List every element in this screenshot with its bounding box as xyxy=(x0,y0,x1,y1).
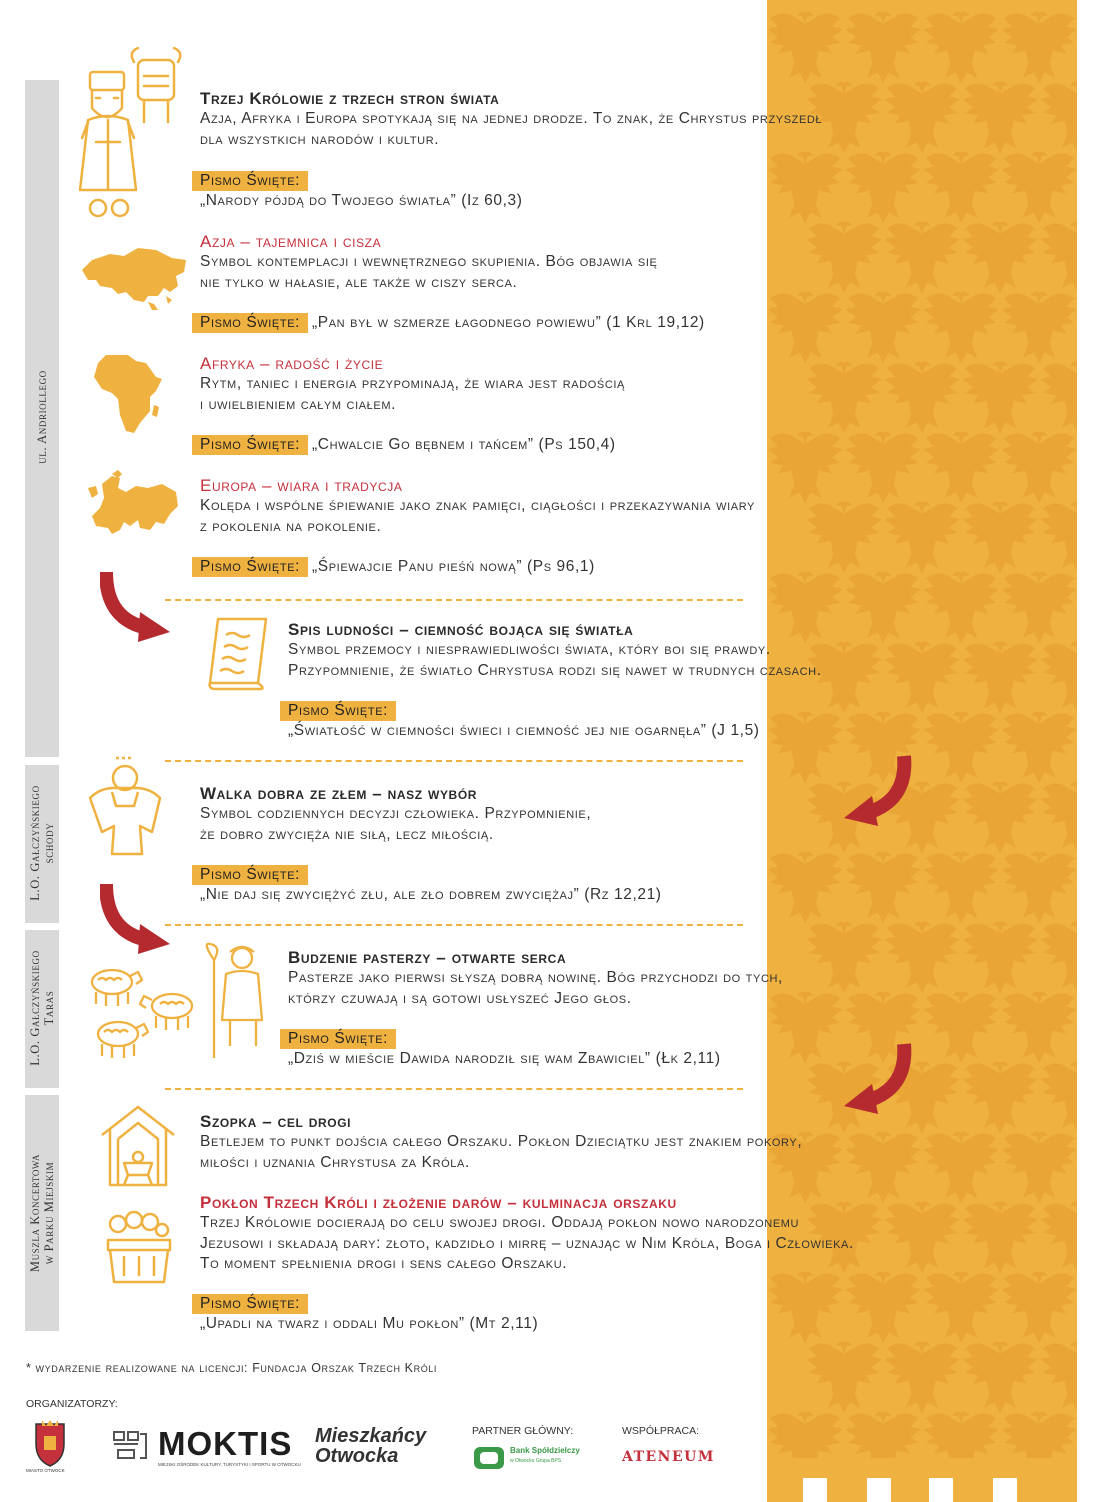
section-text-line: Symbol kontemplacji i wewnętrznego skupienia. Bóg objawia się xyxy=(200,253,658,270)
scripture-quote-block xyxy=(280,701,396,721)
section-title: Europa – wiara i tradycja xyxy=(200,476,403,495)
eagle-motif xyxy=(845,12,921,84)
bank-subname: w Otwocku Grupa BPS xyxy=(510,1458,562,1464)
scripture-label: Pismo Święte: xyxy=(192,435,308,455)
europe-map-icon xyxy=(82,470,182,542)
eagle-motif xyxy=(767,1272,843,1344)
section-text-line: Symbol przemocy i niesprawiedliwości świata, który boi się prawdy. xyxy=(288,641,771,658)
logo-line: Mieszkańcy xyxy=(315,1425,427,1447)
scripture-quote: „Pan był w szmerze łagodnego powiewu” (1 Krl 19,12) xyxy=(312,314,705,331)
scripture-label: Pismo Święte: xyxy=(192,557,308,577)
section-text-line: Przypomnienie, że światło Chrystusa rodzi się nawet w trudnych czasach. xyxy=(288,661,822,679)
eagle-motif xyxy=(884,1202,960,1274)
eagle-motif xyxy=(1040,1062,1077,1134)
eagle-motif xyxy=(884,222,960,294)
eagle-motif xyxy=(1001,572,1077,644)
scripture-quote-block xyxy=(192,1294,308,1314)
red-curved-arrow-icon xyxy=(842,752,914,830)
eagle-motif xyxy=(845,432,921,504)
eagle-motif xyxy=(767,12,843,84)
eagle-motif xyxy=(767,432,843,504)
eagle-motif xyxy=(962,1062,1038,1134)
section-text-line: Azja, Afryka i Europa spotykają się na jednej drodze. To znak, że Chrystus przyszedł xyxy=(200,110,823,127)
eagle-motif xyxy=(1001,152,1077,224)
eagle-motif xyxy=(767,712,843,784)
red-curved-arrow-icon xyxy=(842,1040,914,1118)
route-stage-lo-schody xyxy=(25,765,59,923)
section-shepherds xyxy=(288,947,783,1009)
eagle-motif xyxy=(767,852,843,924)
eagle-motif xyxy=(1001,292,1077,364)
bank-logo-icon xyxy=(472,1445,506,1471)
eagle-motif xyxy=(1001,12,1077,84)
section-title: Walka dobra ze złem – nasz wybór xyxy=(200,784,478,803)
eagle-motif xyxy=(884,1342,960,1414)
scripture-quote: „Dziś w mieście Dawida narodził się wam Zbawiciel” (Łk 2,11) xyxy=(288,1050,721,1067)
scripture-quote-block xyxy=(192,435,616,456)
eagle-motif xyxy=(1040,1342,1077,1414)
moktis-logo: MOKTIS xyxy=(158,1425,293,1462)
eagle-motif xyxy=(962,922,1038,994)
eagle-motif xyxy=(1040,642,1077,714)
scripture-quote: „Śpiewajcie Panu pieśń nową” (Ps 96,1) xyxy=(312,558,595,575)
eagle-motif xyxy=(923,1272,999,1344)
eagle-motif xyxy=(962,362,1038,434)
eagle-motif xyxy=(806,362,882,434)
eagle-motif xyxy=(962,502,1038,574)
africa-map-icon xyxy=(92,353,164,435)
eagle-motif xyxy=(1040,1202,1077,1274)
route-label xyxy=(28,1096,56,1330)
eagle-motif xyxy=(962,642,1038,714)
eagle-motif xyxy=(884,82,960,154)
route-label-line1: L.O. Gałczyńskiego xyxy=(28,785,42,901)
eagle-motif xyxy=(1040,502,1077,574)
section-tribute xyxy=(200,1192,854,1275)
ateneum-logo: ATENEUM xyxy=(622,1449,715,1465)
eagle-motif xyxy=(1040,82,1077,154)
section-title: Spis ludności – ciemność bojąca się światła xyxy=(288,620,634,639)
section-title: Budzenie pasterzy – otwarte serca xyxy=(288,948,567,967)
eagle-motif xyxy=(806,222,882,294)
section-title: Trzej Królowie z trzech stron świata xyxy=(200,89,500,108)
section-text-line: miłości i uznania Chrystusa za Króla. xyxy=(200,1153,470,1171)
eagle-motif xyxy=(1040,782,1077,854)
route-label-line2: w Parku Miejskim xyxy=(42,1161,56,1265)
route-stage-andriollego xyxy=(25,80,59,757)
section-good-vs-evil xyxy=(200,783,591,845)
bank-name: Bank Spółdzielczy xyxy=(510,1446,580,1455)
route-label-line1: Muszla Koncertowa xyxy=(28,1153,42,1273)
shepherd-with-sheep-icon xyxy=(84,940,274,1066)
eagle-motif xyxy=(884,642,960,714)
section-text-line: Betlejem to punkt dojścia całego Orszaku. Pokłon Dzieciątku jest znakiem pokory, xyxy=(200,1133,803,1150)
section-text-line: którzy czuwają i są gotowi usłyszeć Jego głos. xyxy=(288,989,632,1007)
section-text-line: Rytm, taniec i energia przypominają, że wiara jest radością xyxy=(200,375,625,392)
section-asia xyxy=(200,231,657,293)
eagle-motif xyxy=(1040,222,1077,294)
decorative-gold-band xyxy=(767,0,1077,1502)
eagle-motif xyxy=(962,782,1038,854)
eagle-motif xyxy=(1001,432,1077,504)
eagle-motif xyxy=(884,502,960,574)
eagle-motif xyxy=(767,152,843,224)
eagle-motif xyxy=(845,572,921,644)
eagle-motif xyxy=(923,292,999,364)
section-text-line: że dobro zwycięża nie siłą, lecz miłością. xyxy=(200,825,494,843)
scripture-quote: „Upadli na twarz i oddali Mu pokłon” (Mt 2,11) xyxy=(200,1315,539,1332)
scripture-quote-block xyxy=(192,171,308,191)
king-with-gift-icon xyxy=(78,42,193,222)
crest-caption: MIASTO OTWOCK xyxy=(26,1468,65,1473)
eagle-motif xyxy=(806,1342,882,1414)
section-europe xyxy=(200,475,755,537)
eagle-motif xyxy=(923,12,999,84)
eagle-motif xyxy=(923,992,999,1064)
section-divider xyxy=(165,599,743,601)
eagle-motif xyxy=(962,82,1038,154)
scripture-label: Pismo Święte: xyxy=(280,701,396,721)
eagle-motif xyxy=(1001,1272,1077,1344)
eagle-motif xyxy=(806,922,882,994)
section-africa xyxy=(200,353,625,415)
eagle-motif xyxy=(845,292,921,364)
section-text-line: Jezusowi i składają dary: złoto, kadzidło i mirrę – uznając w Nim Króla, Boga i Człowieka. xyxy=(200,1234,854,1252)
eagle-motif xyxy=(1001,852,1077,924)
scripture-label: Pismo Święte: xyxy=(192,1294,308,1314)
treasure-chest-gifts-icon xyxy=(104,1210,174,1286)
section-text-line: Kolęda i wspólne śpiewanie jako znak pamięci, ciągłości i przekazywania wiary xyxy=(200,497,755,514)
section-title: Azja – tajemnica i cisza xyxy=(200,232,382,251)
route-label-line2: Taras xyxy=(42,990,56,1026)
eagle-motif xyxy=(806,502,882,574)
eagle-motif xyxy=(962,222,1038,294)
section-text-line: To moment spełnienia drogi i sens całego Orszaku. xyxy=(200,1255,568,1272)
scripture-quote-block xyxy=(280,1029,396,1049)
section-manger xyxy=(200,1111,802,1173)
section-text-line: i uwielbieniem całym ciałem. xyxy=(200,395,397,413)
eagle-motif xyxy=(923,712,999,784)
logo-line: Otwocka xyxy=(315,1445,399,1467)
section-title: Szopka – cel drogi xyxy=(200,1112,352,1131)
section-text-line: Pasterze jako pierwsi słyszą dobrą nowinę. Bóg przychodzi do tych, xyxy=(288,969,783,986)
organizers-label: ORGANIZATORZY: xyxy=(26,1398,118,1410)
eagle-motif xyxy=(845,852,921,924)
scripture-label: Pismo Święte: xyxy=(192,313,308,333)
section-title: Pokłon Trzech Króli i złożenie darów – kulminacja orszaku xyxy=(200,1193,677,1212)
eagle-motif xyxy=(1001,1132,1077,1204)
scripture-quote: „Chwalcie Go bębnem i tańcem” (Ps 150,4) xyxy=(312,436,616,453)
mieszkancy-otwocka-logo xyxy=(315,1426,426,1466)
scripture-quote-block xyxy=(192,865,308,885)
nativity-stable-icon xyxy=(98,1103,178,1189)
eagle-motif xyxy=(884,922,960,994)
eagle-motif xyxy=(1040,922,1077,994)
eagle-motif xyxy=(962,1202,1038,1274)
scripture-quote: „Światłość w ciemności świeci i ciemność jej nie ogarnęła” (J 1,5) xyxy=(288,722,760,739)
section-title: Afryka – radość i życie xyxy=(200,354,384,373)
scripture-label: Pismo Święte: xyxy=(192,865,308,885)
section-text-line: dla wszystkich narodów i kultur. xyxy=(200,130,440,148)
eagle-motif xyxy=(1040,362,1077,434)
route-label xyxy=(28,764,56,922)
section-divider xyxy=(165,760,743,762)
scripture-quote-block xyxy=(192,557,595,578)
battlement-icon xyxy=(767,1458,1077,1502)
route-label-line1: L.O. Gałczyńskiego xyxy=(28,950,42,1066)
section-divider xyxy=(165,924,743,926)
scripture-quote-block xyxy=(192,313,705,334)
eagle-motif xyxy=(884,362,960,434)
eagle-motif xyxy=(845,1272,921,1344)
eagle-motif xyxy=(845,152,921,224)
route-label: ul. Andriollego xyxy=(35,370,49,464)
eagle-motif xyxy=(845,1132,921,1204)
scripture-quote: „Narody pójdą do Twojego światła” (Iz 60,3) xyxy=(200,192,523,209)
eagle-motif xyxy=(923,152,999,224)
license-footnote: * wydarzenie realizowane na licencji: Fundacja Orszak Trzech Króli xyxy=(26,1361,438,1375)
section-text-line: z pokolenia na pokolenie. xyxy=(200,517,382,535)
route-stage-muszla xyxy=(25,1095,59,1331)
eagle-motif xyxy=(923,572,999,644)
eagle-motif xyxy=(923,432,999,504)
eagle-motif xyxy=(1001,992,1077,1064)
moktis-subtitle: MIEJSKI OŚRODEK KULTURY, TURYSTYKI I SPORTU W OTWOCKU xyxy=(158,1462,301,1467)
scroll-document-icon xyxy=(206,615,272,691)
eagle-motif xyxy=(923,852,999,924)
eagle-motif xyxy=(767,292,843,364)
otwock-crest-logo xyxy=(30,1418,70,1468)
eagle-motif xyxy=(1001,712,1077,784)
main-partner-label: PARTNER GŁÓWNY: xyxy=(472,1425,574,1437)
scripture-quote: „Nie daj się zwyciężyć złu, ale zło dobrem zwyciężaj” (Rz 12,21) xyxy=(200,886,662,903)
angel-figure-icon xyxy=(84,752,166,858)
section-three-kings xyxy=(200,88,822,150)
moktis-emblem-icon xyxy=(110,1428,150,1464)
route-stage-lo-taras xyxy=(25,930,59,1088)
section-text-line: Trzej Królowie docierają do celu swojej drogi. Oddają pokłon nowo narodzonemu xyxy=(200,1214,800,1231)
section-text-line: Symbol codziennych decyzji człowieka. Przypomnienie, xyxy=(200,805,592,822)
section-text-line: nie tylko w hałasie, ale także w ciszy serca. xyxy=(200,273,518,291)
route-label-line2: schody xyxy=(42,822,56,864)
route-label xyxy=(28,929,56,1087)
eagle-motif xyxy=(962,1342,1038,1414)
eagle-motif xyxy=(923,1132,999,1204)
asia-map-icon xyxy=(78,240,190,312)
eagle-pattern xyxy=(767,0,1077,1502)
section-census xyxy=(288,619,822,681)
scripture-label: Pismo Święte: xyxy=(280,1029,396,1049)
red-curved-arrow-icon xyxy=(100,568,176,644)
scripture-label: Pismo Święte: xyxy=(192,171,308,191)
section-divider xyxy=(165,1088,743,1090)
cooperation-label: WSPÓŁPRACA: xyxy=(622,1425,700,1437)
